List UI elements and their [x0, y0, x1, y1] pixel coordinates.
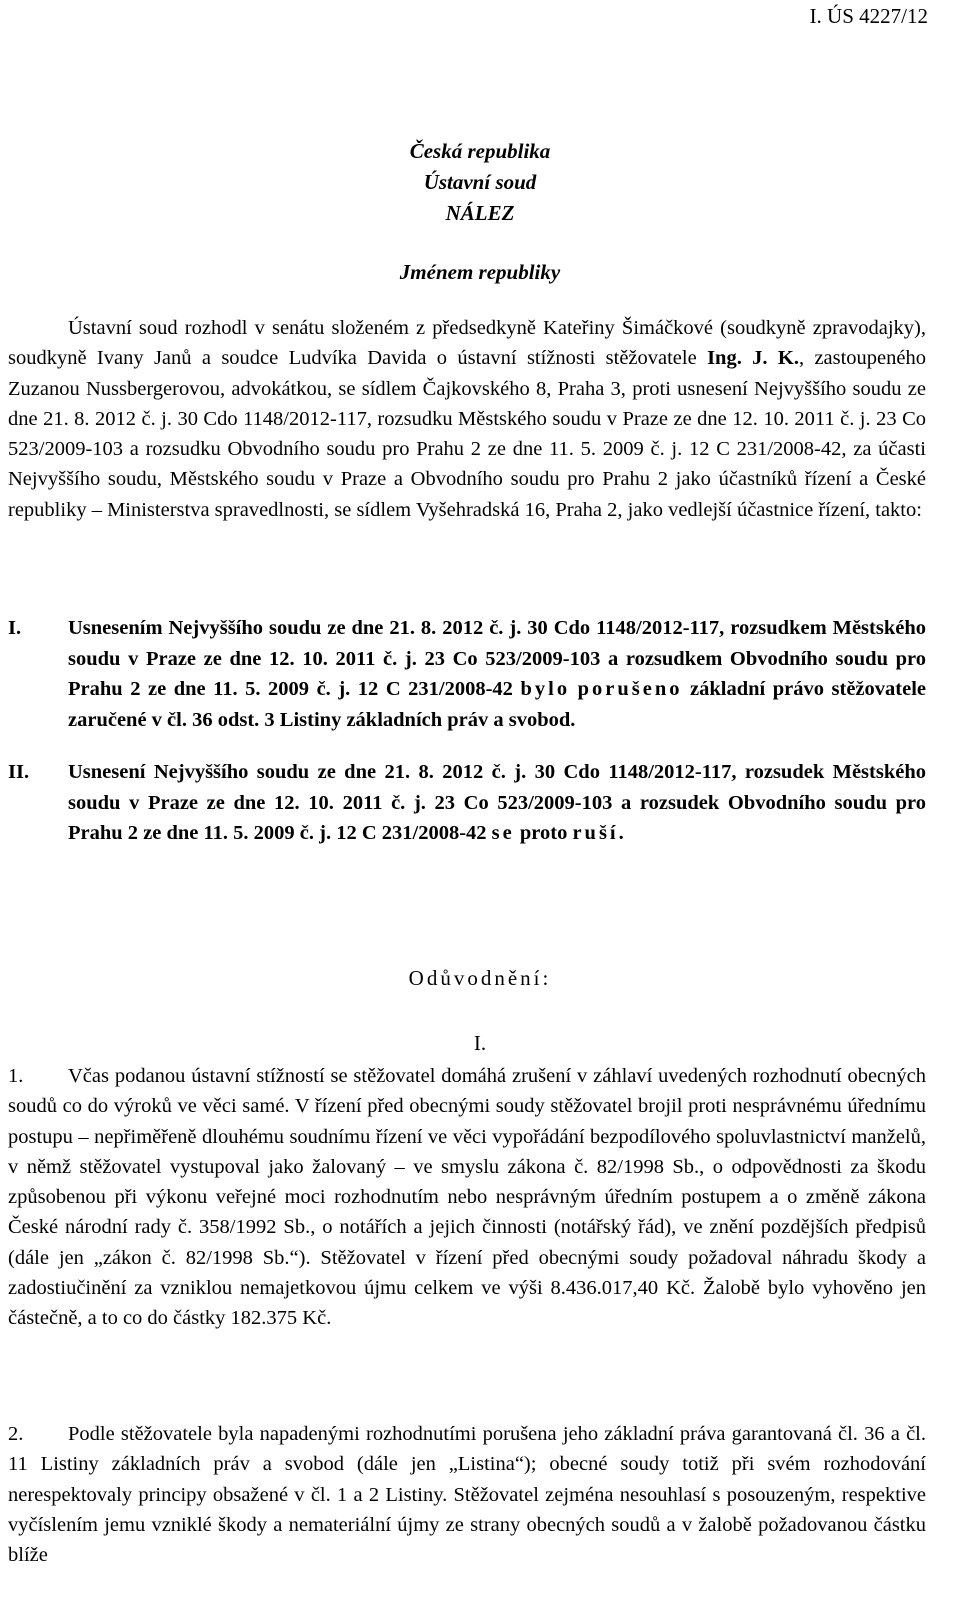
verdict-item-i: [8, 613, 926, 735]
reasoning-heading: Odůvodnění:: [408, 966, 552, 990]
document-heading: [0, 136, 960, 288]
paragraph-2-number: 2.: [8, 1423, 24, 1445]
verdict-ii-spaced-1: se: [491, 822, 515, 844]
verdict-i-text: Usnesením Nejvyššího soudu ze dne 21. 8. 2012 č. j. 30 Cdo 1148/2012-117, rozsudkem Městského soudu v Praze ze dne 12. 10. 2011 č. j. 23 Co 523/2009-103 a rozsudkem Obvodního soudu pro Prahu 2 ze dne 11. 5. 2009 č. j. 12 C 231/2008-42: [68, 617, 926, 700]
intro-text-start: Ústavní soud rozhodl v senátu složeném z předsedkyně Kateřiny Šimáčkové (soudkyně zpravodajky), soudkyně Ivany Janů a soudce Ludvíka Davida o ústavní stížnosti stěžovatele: [8, 317, 926, 370]
complainant-name: Ing. J. K.: [707, 347, 799, 370]
reasoning-paragraph-1: [8, 1061, 926, 1334]
verdict-i-text-end: základní právo stěžovatele zaručené v čl. 36 odst. 3 Listiny základních práv a svobod.: [68, 678, 926, 731]
paragraph-1-number: 1.: [8, 1065, 24, 1087]
heading-court: Ústavní soud: [423, 170, 537, 194]
verdict-section: [8, 613, 926, 871]
intro-text-rest: , zastoupeného Zuzanou Nussbergerovou, advokátkou, se sídlem Čajkovského 8, Praha 3, proti usnesení Nejvyššího soudu ze dne 21. 8. 2012 č. j. 30 Cdo 1148/2012-117, rozsudku Městského soudu v Praze ze dne 12. 10. 2011 č. j. 23 Co 523/2009-103 a rozsudku Obvodního soudu pro Prahu 2 ze dne 11. 5. 2009 č. j. 12 C 231/2008-42, za účasti Nejvyššího soudu, Městského soudu v Praze a Obvodního soudu pro Prahu 2 jako účastníků řízení a České republiky – Ministerstva spravedlnosti, se sídlem Vyšehradská 16, Praha 2, jako vedlejší účastnice řízení, takto:: [8, 347, 927, 521]
paragraph-2-text: Podle stěžovatele byla napadenými rozhodnutími porušena jeho základní práva garantovaná čl. 36 a čl. 11 Listiny základních práv a svobod (dále jen „Listina“); obecné soudy totiž při svém rozhodování nerespektovaly principy obsažené v čl. 1 a 2 Listiny. Stěžovatel zejména nesouhlasí s posouzeným, respektive vyčíslením jemu vzniklé škody a nemateriální újmy ze strany obecných soudů a v žalobě požadovanou částku blíže: [8, 1423, 926, 1567]
case-number: I. ÚS 4227/12: [809, 4, 928, 28]
verdict-item-ii: II. Usnesení Nejvyššího soudu ze dne 21. 8. 2012 č. j. 30 Cdo 1148/2012-117, rozsudek Městského soudu v Praze ze dne 12. 10. 2011 č. j. 23 Co 523/2009-103 a rozsudek Obvodního soudu pro Prahu 2 ze dne 11. 5. 2009 č. j. 12 C 231/2008-42 se proto ruší.: [8, 757, 926, 849]
reasoning-section-number: I.: [473, 1031, 487, 1055]
intro-paragraph: [8, 313, 926, 525]
verdict-ii-text: Usnesení Nejvyššího soudu ze dne 21. 8. 2012 č. j. 30 Cdo 1148/2012-117, rozsudek Městského soudu v Praze ze dne 12. 10. 2011 č. j. 23 Co 523/2009-103 a rozsudek Obvodního soudu pro Prahu 2 ze dne 11. 5. 2009 č. j. 12 C 231/2008-42: [68, 761, 926, 844]
heading-republic: Jménem republiky: [399, 260, 561, 284]
heading-country: Česká republika: [409, 139, 551, 163]
reasoning-paragraph-2: [8, 1419, 926, 1570]
verdict-i-number: I.: [8, 617, 22, 639]
heading-type: NÁLEZ: [445, 201, 515, 225]
verdict-ii-spaced-2: ruší.: [572, 822, 627, 844]
verdict-i-spaced-2: porušeno: [577, 678, 683, 700]
paragraph-1-text: Včas podanou ústavní stížností se stěžovatel domáhá zrušení v záhlaví uvedených rozhodnutí obecných soudů co do výroků ve věci samé. V řízení před obecnými soudy stěžovatel brojil proti nesprávnému úřednímu postupu – nepřiměřeně dlouhému soudnímu řízení ve věci vypořádání bezpodílového spoluvlastnictví manželů, v němž stěžovatel vystupoval jako žalovaný – ve smyslu zákona č. 82/1998 Sb., o odpovědnosti za škodu způsobenou při výkonu veřejné moci rozhodnutím nebo nesprávným úředním postupem a o změně zákona České národní rady č. 358/1992 Sb., o notářích a jejich činnosti (notářský řád), ve znění pozdějších předpisů (dále jen „zákon č. 82/1998 Sb.“). Stěžovatel v řízení před obecnými soudy požadoval náhradu škody a zadostiučinění za vzniklou nemajetkovou újmu celkem ve výši 8.436.017,40 Kč. Žalobě bylo vyhověno jen částečně, a to co do částky 182.375 Kč.: [8, 1065, 926, 1330]
verdict-ii-number: II.: [8, 761, 30, 783]
verdict-i-spaced-1: bylo: [520, 678, 571, 700]
